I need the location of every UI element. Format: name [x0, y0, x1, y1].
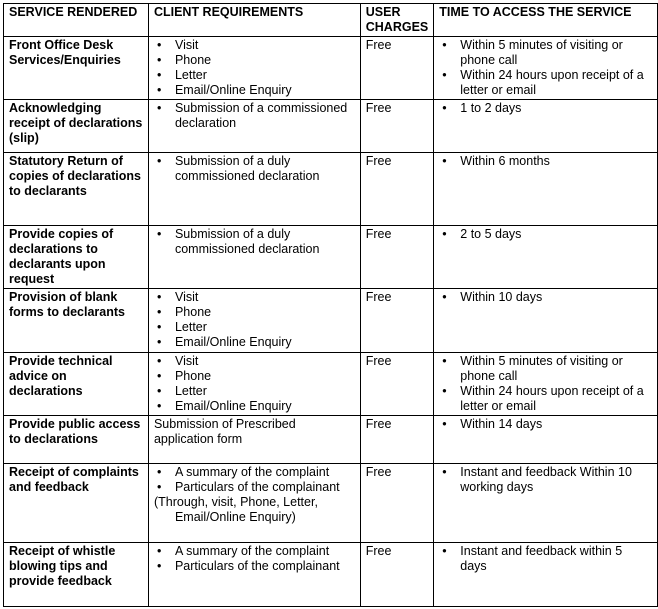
time-cell — [434, 289, 658, 353]
service-cell: Receipt of whistle blowing tips and provide feedback — [4, 543, 149, 607]
requirement-item: • Submission of a duly commissioned declaration — [154, 227, 355, 257]
time-item: • Within 10 days — [439, 290, 652, 305]
time-cell — [434, 464, 658, 543]
requirements-note-continued: Email/Online Enquiry) — [174, 510, 296, 524]
header-service: SERVICE RENDERED — [4, 4, 149, 37]
charges-cell: Free — [360, 289, 434, 353]
requirement-item: • Particulars of the complainant — [154, 480, 355, 495]
requirements-cell: Submission of Prescribed application form — [148, 416, 360, 464]
requirement-item: • Letter — [154, 320, 355, 335]
requirement-item: • Email/Online Enquiry — [154, 399, 355, 414]
requirement-item: • A summary of the complaint — [154, 465, 355, 480]
header-charges: USER CHARGES — [360, 4, 434, 37]
requirement-item: • Email/Online Enquiry — [154, 83, 355, 98]
requirement-item: • A summary of the complaint — [154, 544, 355, 559]
requirement-item: • Phone — [154, 369, 355, 384]
requirement-item: • Letter — [154, 68, 355, 83]
table-row — [4, 226, 658, 289]
time-item: • Within 24 hours upon receipt of a letter or email — [439, 68, 652, 98]
requirement-item: • Phone — [154, 305, 355, 320]
header-time: TIME TO ACCESS THE SERVICE — [434, 4, 658, 37]
requirements-cell — [148, 100, 360, 153]
charges-cell: Free — [360, 464, 434, 543]
time-item: • Instant and feedback Within 10 working days — [439, 465, 652, 495]
time-item: • Within 14 days — [439, 417, 652, 432]
time-cell — [434, 416, 658, 464]
time-cell — [434, 100, 658, 153]
table-row — [4, 543, 658, 607]
time-item: • Within 6 months — [439, 154, 652, 169]
requirements-cell — [148, 37, 360, 100]
time-item: • 1 to 2 days — [439, 101, 652, 116]
requirement-item: • Visit — [154, 290, 355, 305]
table-row — [4, 353, 658, 416]
time-cell — [434, 353, 658, 416]
service-cell: Acknowledging receipt of declarations (slip) — [4, 100, 149, 153]
table-row — [4, 464, 658, 543]
requirement-item: • Phone — [154, 53, 355, 68]
service-cell: Statutory Return of copies of declarations to declarants — [4, 153, 149, 226]
requirements-cell — [148, 353, 360, 416]
requirement-item: • Particulars of the complainant — [154, 559, 355, 574]
requirements-note: (Through, visit, Phone, Letter, — [153, 495, 318, 509]
header-requirements: CLIENT REQUIREMENTS — [148, 4, 360, 37]
time-cell — [434, 37, 658, 100]
service-cell: Provide technical advice on declarations — [4, 353, 149, 416]
requirements-cell — [148, 543, 360, 607]
time-item: • 2 to 5 days — [439, 227, 652, 242]
table-row — [4, 153, 658, 226]
charges-cell: Free — [360, 100, 434, 153]
table-row — [4, 289, 658, 353]
charges-cell: Free — [360, 37, 434, 100]
charges-cell: Free — [360, 543, 434, 607]
service-charter-table — [3, 3, 658, 607]
time-cell — [434, 226, 658, 289]
requirement-item: • Visit — [154, 38, 355, 53]
time-cell — [434, 543, 658, 607]
requirement-item: • Visit — [154, 354, 355, 369]
service-cell: Provide copies of declarations to declarants upon request — [4, 226, 149, 289]
requirement-item: • Submission of a commissioned declaration — [154, 101, 355, 131]
charges-cell: Free — [360, 153, 434, 226]
requirements-cell — [148, 289, 360, 353]
time-item: • Instant and feedback within 5 days — [439, 544, 652, 574]
time-cell — [434, 153, 658, 226]
charges-cell: Free — [360, 416, 434, 464]
header-row — [4, 4, 658, 37]
charges-cell: Free — [360, 353, 434, 416]
time-item: • Within 24 hours upon receipt of a letter or email — [439, 384, 652, 414]
service-cell: Front Office Desk Services/Enquiries — [4, 37, 149, 100]
requirements-cell — [148, 226, 360, 289]
time-item: • Within 5 minutes of visiting or phone call — [439, 354, 652, 384]
requirement-item: • Letter — [154, 384, 355, 399]
time-item: • Within 5 minutes of visiting or phone call — [439, 38, 652, 68]
service-cell: Receipt of complaints and feedback — [4, 464, 149, 543]
requirements-cell — [148, 464, 360, 543]
service-cell: Provision of blank forms to declarants — [4, 289, 149, 353]
table-row — [4, 416, 658, 464]
requirement-item: • Submission of a duly commissioned declaration — [154, 154, 355, 184]
table-row — [4, 37, 658, 100]
requirement-item: • Email/Online Enquiry — [154, 335, 355, 350]
table-row — [4, 100, 658, 153]
service-cell: Provide public access to declarations — [4, 416, 149, 464]
charges-cell: Free — [360, 226, 434, 289]
requirements-cell — [148, 153, 360, 226]
